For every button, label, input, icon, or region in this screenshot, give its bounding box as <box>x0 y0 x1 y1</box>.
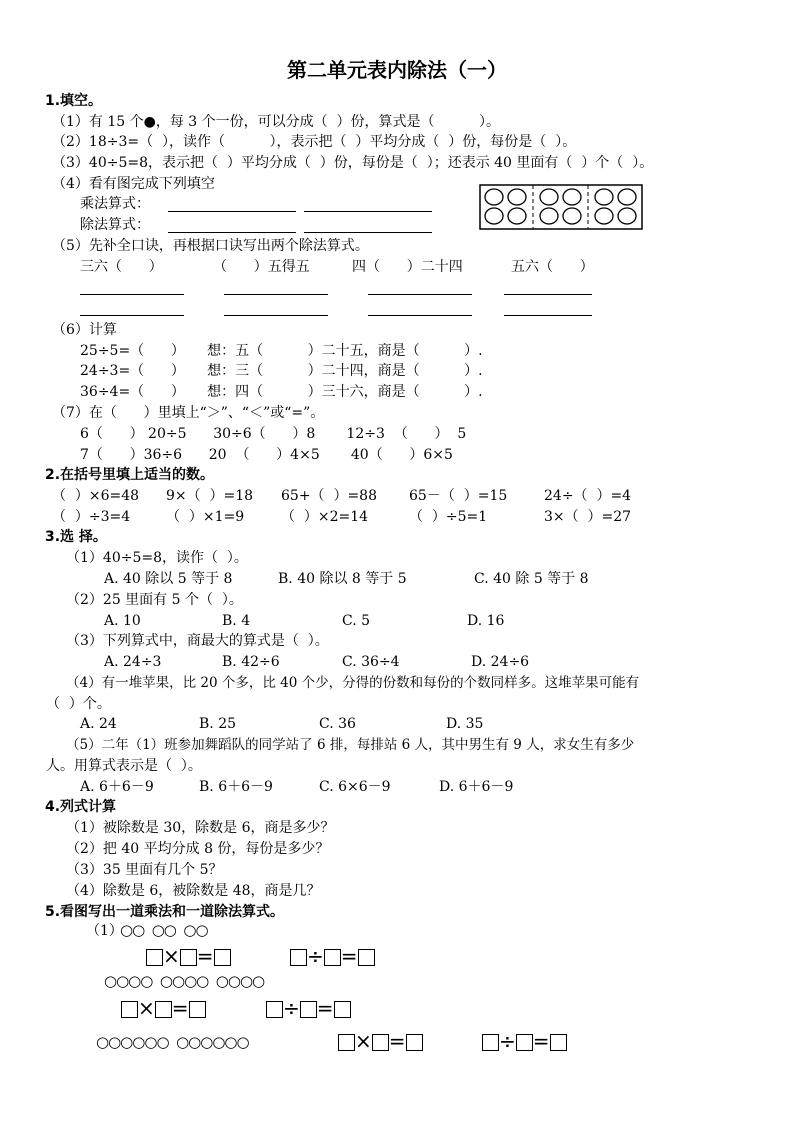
answer-line <box>168 211 296 212</box>
s5-row3-div-equation: ÷ = <box>482 1030 567 1052</box>
circle-groups-figure <box>479 184 643 230</box>
s1-q4-div-label: 除法算式： <box>80 217 150 233</box>
s1-q7-l2: 7（ ）36÷6 20 （ ）4×5 40（ ）6×5 <box>80 447 453 463</box>
answer-box[interactable] <box>372 1034 389 1051</box>
s5-row1-div-equation: ÷ = <box>290 945 375 967</box>
s2-r1-c4: 65－（ ）=15 <box>409 488 508 504</box>
answer-line <box>504 315 592 316</box>
s5-row2-mul-equation: × = <box>121 997 206 1019</box>
answer-line <box>304 211 432 212</box>
answer-line <box>80 294 184 295</box>
s3-q4-opt-d: D. 35 <box>446 716 484 732</box>
s1-q7: （7）在（ ）里填上“＞”、“＜”或“=”。 <box>52 405 325 421</box>
s2-r1-c2: 9×（ ）=18 <box>166 488 254 504</box>
s1-q6: （6）计算 <box>52 322 117 338</box>
answer-box[interactable] <box>155 1001 172 1018</box>
s5-q1-label: （1） <box>86 923 123 939</box>
answer-line <box>224 294 328 295</box>
s3-q2-opt-a: A. 10 <box>104 613 141 629</box>
answer-line <box>304 232 432 233</box>
section-2-heading: 2.在括号里填上适当的数。 <box>45 467 215 483</box>
s1-q4-mul-label: 乘法算式： <box>80 196 150 212</box>
s3-q4-line1: （4）有一堆苹果，比 20 个多，比 40 个少，分得的份数和每份的个数同样多。这堆苹果可能有 <box>66 675 640 691</box>
s1-q5-k3: 四（ ）二十四 <box>352 259 463 275</box>
s3-q1-opt-a: A. 40 除以 5 等于 8 <box>104 571 233 587</box>
answer-box[interactable] <box>146 949 163 966</box>
s5-row1-mul-equation: × = <box>146 945 231 967</box>
s3-q4-line2: （ ）个。 <box>46 696 111 712</box>
s1-q6-l2: 24÷3=（ ） 想：三（ ）二十四，商是（ ）. <box>80 363 483 379</box>
answer-box[interactable] <box>189 1001 206 1018</box>
answer-line <box>168 232 296 233</box>
s5-row3-mul-equation: × = <box>338 1030 423 1052</box>
answer-line <box>368 294 472 295</box>
s4-q3: （3）35 里面有几个 5？ <box>66 862 223 878</box>
s5-circles-row3: ○○○○○○ ○○○○○○ <box>96 1033 249 1051</box>
answer-line <box>368 315 472 316</box>
s3-q3-opt-c: C. 36÷4 <box>342 654 400 670</box>
s2-r2-c3: （ ）×2=14 <box>281 509 369 525</box>
s2-r1-c1: （ ）×6=48 <box>52 488 140 504</box>
s1-q4: （4）看有图完成下列填空 <box>52 176 215 192</box>
answer-box[interactable] <box>338 1034 355 1051</box>
s5-row2-div-equation: ÷ = <box>266 997 351 1019</box>
answer-box[interactable] <box>214 949 231 966</box>
s1-q2: （2）18÷3=（ ），读作（ ），表示把（ ）平均分成（ ）份，每份是（ ）。 <box>52 134 577 150</box>
s2-r1-c3: 65+（ ）=88 <box>281 488 377 504</box>
s2-r2-c4: （ ）÷5=1 <box>409 509 488 525</box>
section-3-heading: 3.选 择。 <box>45 529 107 545</box>
s3-q2: （2）25 里面有 5 个（ ）。 <box>66 592 243 608</box>
s2-r2-c1: （ ）÷3=4 <box>52 509 131 525</box>
section-5-heading: 5.看图写出一道乘法和一道除法算式。 <box>45 904 285 920</box>
s3-q2-opt-b: B. 4 <box>222 613 251 629</box>
answer-line <box>504 294 592 295</box>
section-4-heading: 4.列式计算 <box>45 799 117 815</box>
answer-box[interactable] <box>121 1001 138 1018</box>
answer-box[interactable] <box>334 1001 351 1018</box>
s4-q1: （1）被除数是 30，除数是 6，商是多少？ <box>66 820 335 836</box>
s3-q1: （1）40÷5=8，读作（ ）。 <box>66 550 248 566</box>
s3-q4-opt-b: B. 25 <box>199 716 237 732</box>
s3-q4-opt-c: C. 36 <box>319 716 356 732</box>
s3-q4-opt-a: A. 24 <box>80 716 117 732</box>
section-1-heading: 1.填空。 <box>45 93 103 109</box>
s2-r2-c5: 3×（ ）=27 <box>544 509 632 525</box>
s3-q3-opt-d: D. 24÷6 <box>471 654 530 670</box>
s3-q3-opt-b: B. 42÷6 <box>222 654 280 670</box>
s3-q1-opt-b: B. 40 除以 8 等于 5 <box>278 571 407 587</box>
s1-q7-l1: 6（ ） 20÷5 30÷6（ ）8 12÷3 （ ） 5 <box>80 426 467 442</box>
s5-circles-row2: ○○○○ ○○○○ ○○○○ <box>104 972 265 990</box>
s3-q5-line1: （5）二年（1）班参加舞蹈队的同学站了 6 排，每排站 6 人，其中男生有 9 人，求女生有多少 <box>66 737 635 753</box>
answer-box[interactable] <box>266 1001 283 1018</box>
s3-q3: （3）下列算式中，商最大的算式是（ ）。 <box>66 633 329 649</box>
s1-q3: （3）40÷5=8，表示把（ ）平均分成（ ）份，每份是（ ）；还表示 40 里面有（ ）个（ ）。 <box>52 155 654 171</box>
answer-box[interactable] <box>516 1034 533 1051</box>
answer-box[interactable] <box>300 1001 317 1018</box>
s3-q5-opt-c: C. 6×6－9 <box>319 779 391 795</box>
s2-r1-c5: 24÷（ ）=4 <box>544 488 632 504</box>
s1-q6-l3: 36÷4=（ ） 想：四（ ）三十六，商是（ ）. <box>80 384 483 400</box>
answer-box[interactable] <box>180 949 197 966</box>
s2-r2-c2: （ ）×1=9 <box>166 509 245 525</box>
s1-q5-k2: （ ）五得五 <box>213 259 310 275</box>
s5-circles-row1: ○○ ○○ ○○ <box>120 921 208 939</box>
answer-box[interactable] <box>482 1034 499 1051</box>
s3-q5-opt-b: B. 6＋6－9 <box>199 779 273 795</box>
s3-q2-opt-c: C. 5 <box>342 613 371 629</box>
s1-q5-k4: 五六（ ） <box>511 259 594 275</box>
s1-q5-k1: 三六（ ） <box>80 259 163 275</box>
s3-q2-opt-d: D. 16 <box>467 613 505 629</box>
s1-q6-l1: 25÷5=（ ） 想：五（ ）二十五，商是（ ）. <box>80 343 483 359</box>
s4-q2: （2）把 40 平均分成 8 份，每份是多少？ <box>66 841 330 857</box>
page-title: 第二单元表内除法（一） <box>287 58 507 82</box>
answer-line <box>224 315 328 316</box>
s3-q1-opt-c: C. 40 除 5 等于 8 <box>474 571 589 587</box>
answer-box[interactable] <box>324 949 341 966</box>
answer-line <box>80 315 184 316</box>
answer-box[interactable] <box>406 1034 423 1051</box>
s1-q1: （1）有 15 个●，每 3 个一份，可以分成（ ）份，算式是（ ）。 <box>52 114 501 130</box>
s3-q5-line2: 人。用算式表示是（ ）。 <box>46 758 202 774</box>
s4-q4: （4）除数是 6，被除数是 48，商是几？ <box>66 883 321 899</box>
answer-box[interactable] <box>358 949 375 966</box>
s3-q5-opt-d: D. 6＋6－9 <box>439 779 514 795</box>
answer-box[interactable] <box>550 1034 567 1051</box>
s1-q5: （5）先补全口诀，再根据口诀写出两个除法算式。 <box>52 238 369 254</box>
answer-box[interactable] <box>290 949 307 966</box>
s3-q3-opt-a: A. 24÷3 <box>104 654 162 670</box>
s3-q5-opt-a: A. 6＋6－9 <box>80 779 154 795</box>
